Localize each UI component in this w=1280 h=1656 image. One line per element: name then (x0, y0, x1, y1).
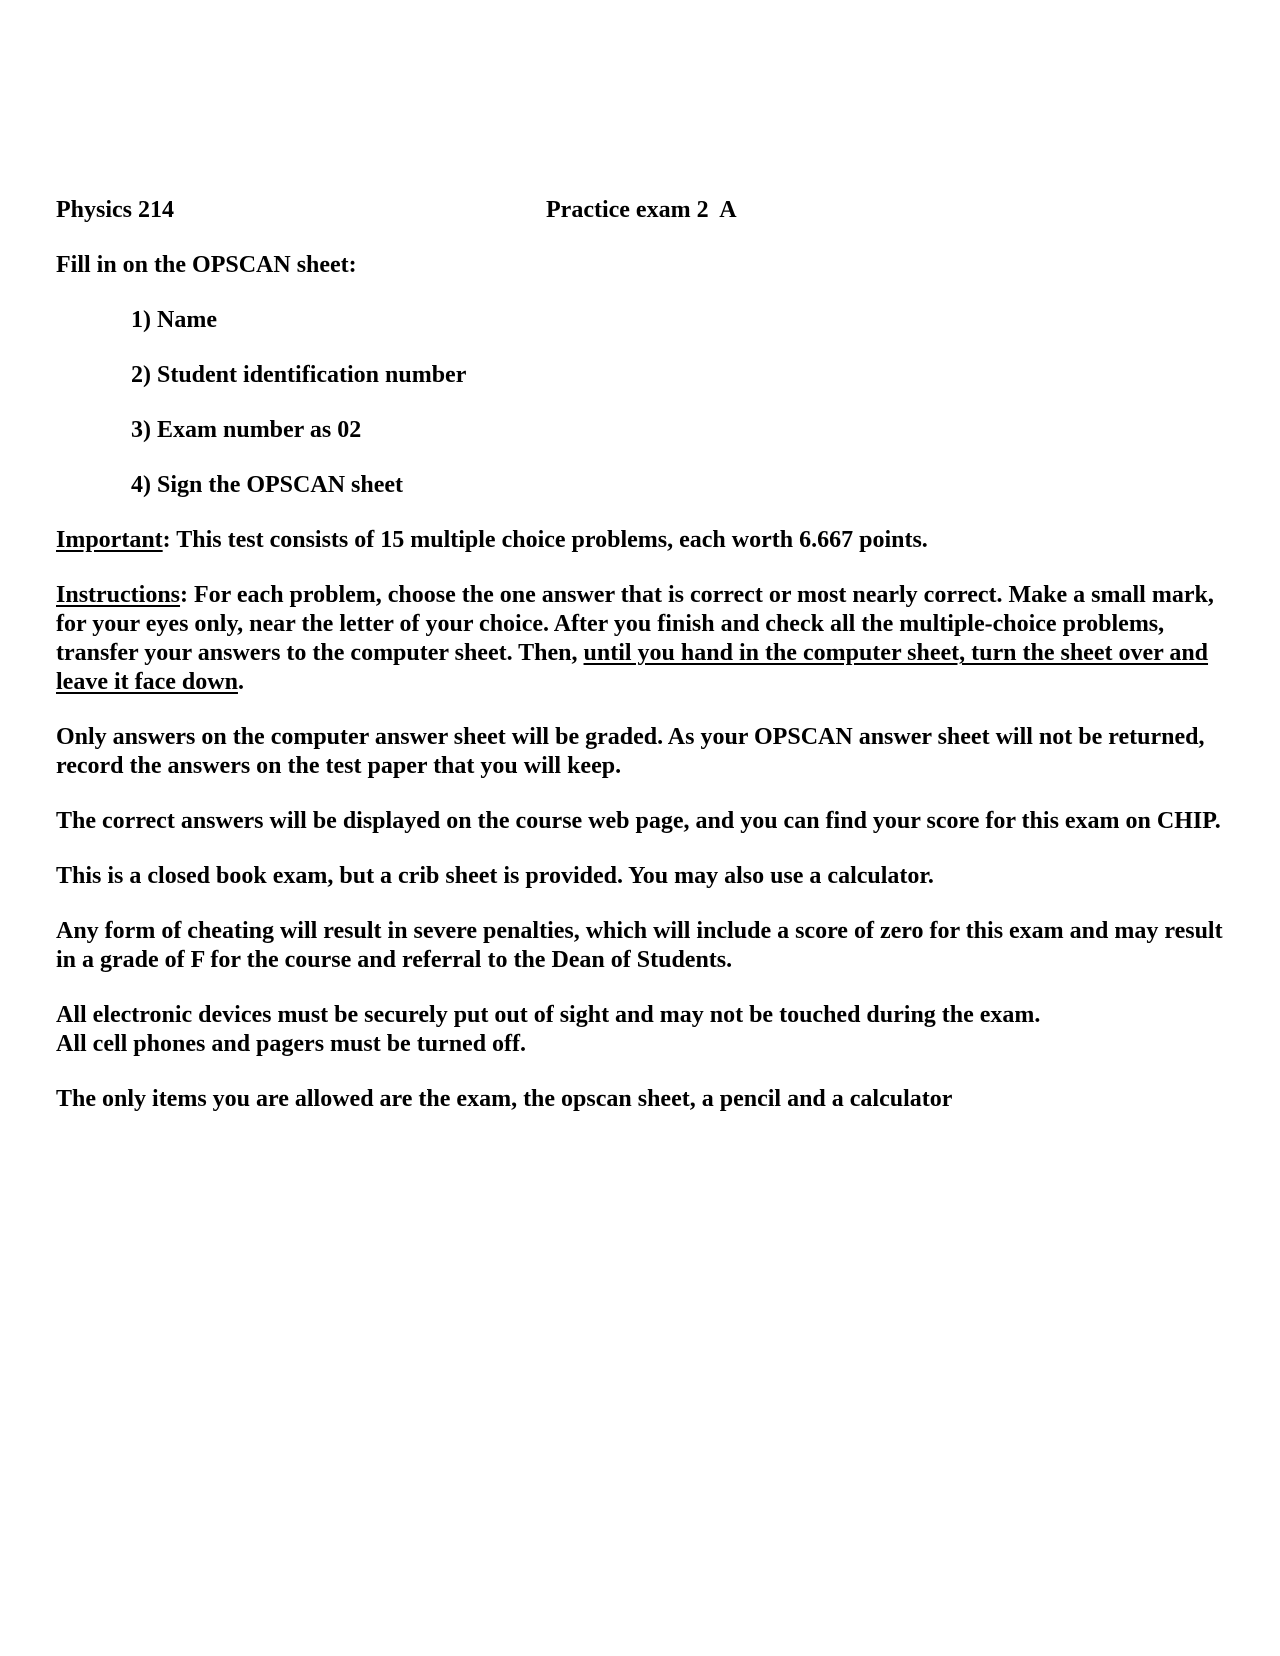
important-paragraph (56, 526, 1226, 555)
devices-line-2: All cell phones and pagers must be turned off. (56, 1031, 527, 1057)
fill-in-heading: Fill in on the OPSCAN sheet: (56, 252, 357, 278)
devices-line-1: All electronic devices must be securely put out of sight and may not be touched during the exam. (56, 1002, 1041, 1028)
important-label: Important (56, 527, 163, 553)
answers-paragraph: The correct answers will be displayed on the course web page, and you can find your score for this exam on CHIP. (56, 808, 1221, 834)
instructions-underlined-text: until you hand in the computer sheet, turn the sheet over and leave it face down (56, 640, 1209, 695)
fill-in-item-sign: 4) Sign the OPSCAN sheet (131, 472, 404, 498)
closed-book-paragraph: This is a closed book exam, but a crib sheet is provided. You may also use a calculator. (56, 863, 934, 889)
fill-in-item-student-id: 2) Student identification number (131, 362, 467, 388)
important-text: : This test consists of 15 multiple choice problems, each worth 6.667 points. (162, 527, 928, 553)
instructions-end: . (237, 669, 244, 695)
page-header (56, 196, 1226, 225)
cheating-paragraph: Any form of cheating will result in severe penalties, which will include a score of zero for this exam and may result in a grade of F for the course and referral to the Dean of Students. (56, 918, 1223, 973)
fill-in-item-name: 1) Name (131, 307, 217, 333)
instructions-label: Instructions (56, 582, 181, 608)
instructions-paragraph (56, 581, 1226, 697)
course-title: Physics 214 (56, 197, 175, 223)
fill-in-item-exam-number: 3) Exam number as 02 (131, 417, 362, 443)
grading-paragraph: Only answers on the computer answer sheet will be graded. As your OPSCAN answer sheet will not be returned, record the answers on the test paper that you will keep. (56, 724, 1205, 779)
devices-paragraph (56, 1001, 1226, 1059)
exam-cover-page (56, 196, 1226, 1140)
exam-title: Practice exam 2 A (546, 197, 737, 223)
instructions-text: : For each problem, choose the one answer that is correct or most nearly correct. Make a small mark, for your eyes only, near the letter of your choice. After you finish and check all the multiple-choice problems, transfer your answers to the computer sheet. Then, (56, 582, 1214, 666)
allowed-items-paragraph: The only items you are allowed are the exam, the opscan sheet, a pencil and a calculator (56, 1086, 953, 1112)
fill-in-list (56, 306, 1226, 500)
